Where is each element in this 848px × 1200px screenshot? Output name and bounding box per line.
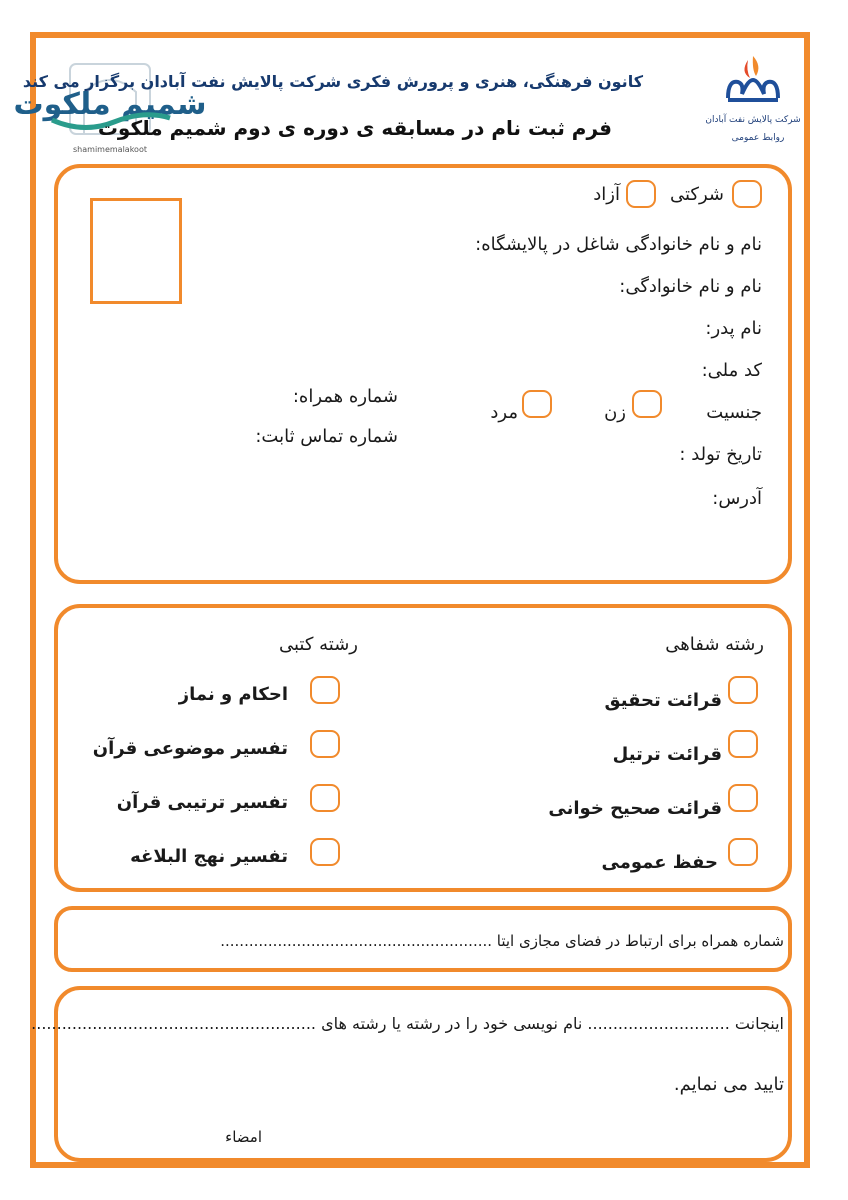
employee-checkbox[interactable]	[732, 180, 762, 208]
confirmation-end: تایید می نمایم.	[673, 1074, 784, 1095]
eitaa-contact-line: شماره همراه برای ارتباط در فضای مجازی ایتا .........................................................	[220, 932, 784, 950]
free-checkbox[interactable]	[626, 180, 656, 208]
male-checkbox[interactable]	[522, 390, 552, 418]
oral-item: قرائت تحقیق	[604, 690, 722, 711]
svg-text:شرکت پالایش نفت آبادان: شرکت پالایش نفت آبادان	[705, 115, 801, 125]
written-fields-title: رشته کتبی	[278, 634, 358, 655]
oral-checkbox-2[interactable]	[728, 730, 758, 758]
svg-text:شمیم ملکوت: شمیم ملکوت	[13, 87, 207, 122]
oral-checkbox-3[interactable]	[728, 784, 758, 812]
gender-label: جنسیت	[706, 402, 762, 423]
birth-date-label: تاریخ تولد :	[679, 444, 762, 465]
female-label: زن	[604, 402, 626, 423]
mobile-label: شماره همراه:	[292, 386, 398, 407]
svg-text:shamimemalakoot: shamimemalakoot	[73, 145, 147, 154]
written-item: تفسیر نهج البلاغه	[130, 846, 288, 867]
photo-placeholder	[90, 198, 182, 304]
full-name-label: نام و نام خانوادگی:	[619, 276, 762, 297]
written-item: تفسیر ترتیبی قرآن	[116, 792, 288, 813]
father-name-label: نام پدر:	[705, 318, 762, 339]
oral-item: حفظ عمومی	[601, 852, 718, 873]
oral-checkbox-4[interactable]	[728, 838, 758, 866]
refinery-employee-name-label: نام و نام خانوادگی شاغل در پالایشگاه:	[475, 234, 762, 255]
oral-item: قرائت صحیح خوانی	[548, 798, 722, 819]
address-label: آدرس:	[712, 488, 762, 509]
form-title: فرم ثبت نام در مسابقه ی دوره ی دوم شمیم ملکوت	[97, 116, 612, 140]
svg-text:روابط عمومی: روابط عمومی	[731, 133, 785, 143]
free-option-label: آزاد	[593, 184, 620, 205]
written-checkbox-4[interactable]	[310, 838, 340, 866]
employee-option-label: شرکتی	[669, 184, 724, 205]
written-item: احکام و نماز	[178, 684, 288, 705]
oral-checkbox-1[interactable]	[728, 676, 758, 704]
refinery-logo	[705, 50, 801, 160]
oral-item: قرائت ترتیل	[612, 744, 722, 765]
written-item: تفسیر موضوعی قرآن	[92, 738, 288, 759]
organizer-line: کانون فرهنگی، هنری و پرورش فکری شرکت پالایش نفت آبادان برگزار می کند	[22, 72, 643, 91]
written-checkbox-2[interactable]	[310, 730, 340, 758]
oral-fields-title: رشته شفاهی	[665, 634, 764, 655]
written-checkbox-1[interactable]	[310, 676, 340, 704]
signature-label: امضاء	[225, 1128, 262, 1146]
written-checkbox-3[interactable]	[310, 784, 340, 812]
confirmation-line: اینجانت ............................ نام نویسی خود را در رشته یا رشته های ........................................................	[31, 1014, 784, 1033]
national-code-label: کد ملی:	[701, 360, 762, 381]
female-checkbox[interactable]	[632, 390, 662, 418]
male-label: مرد	[490, 402, 518, 423]
landline-label: شماره تماس ثابت:	[255, 426, 398, 447]
